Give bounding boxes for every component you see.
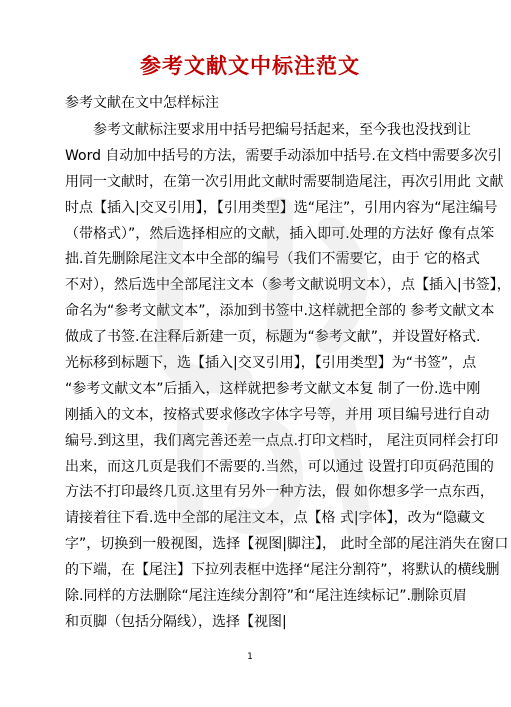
body-line: 方法不打印最终几页.这里有另外一种方法，假 如你想多学一点东西， <box>65 484 494 501</box>
body-line: 做成了书签.在注释后新建一页，标题为“参考文献”，并设置好格式. <box>65 329 481 346</box>
document-subtitle: 参考文献在文中怎样标注 <box>65 95 219 111</box>
body-line: 命名为“参考文献文本”，添加到书签中.这样就把全部的 参考文献文本 <box>65 303 495 320</box>
body-line: 的下端，在【尾注】下拉列表框中选择“尾注分割符”，将默认的横线删 <box>65 562 500 579</box>
body-line: 时点【插入|交叉引用】，【引用类型】选“尾注”，引用内容为“尾注编号 <box>65 199 498 216</box>
body-line: 光标移到标题下，选【插入|交叉引用】，【引用类型】为“书签”，点 <box>65 355 477 372</box>
body-line: （带格式）”，然后选择相应的文献，插入即可.处理的方法好 像有点笨 <box>65 225 495 242</box>
body-line: 用同一文献时，在第一次引用此文献时需要制造尾注，再次引用此 文献 <box>65 173 504 190</box>
body-line: 编号.到这里，我们离完善还差一点点.打印文档时， 尾注页同样会打印 <box>65 432 499 449</box>
document-title: 参考文献文中标注范文 <box>140 54 360 78</box>
body-line: 参考文献标注要求用中括号把编号括起来，至今我也没找到让 <box>65 122 471 138</box>
document-body <box>65 118 511 636</box>
body-line: 刚插入的文本，按格式要求修改字体字号等，并用 项目编号进行自动 <box>65 406 490 423</box>
body-line: 除.同样的方法删除“尾注连续分割符”和“尾注连续标记”.删除页眉 <box>65 588 467 605</box>
body-line: 出来，而这几页是我们不需要的.当然，可以通过 设置打印页码范围的 <box>65 458 494 475</box>
body-line: “参考文献文本”后插入，这样就把参考文献文本复 制了一份.选中刚 <box>65 380 481 397</box>
body-line: 不对），然后选中全部尾注文本（参考文献说明文本），点【插入|书签】， <box>65 277 511 294</box>
body-line: 拙.首先删除尾注文本中全部的编号（我们不需要它，由于 它的格式 <box>65 251 480 268</box>
page-number: 1 <box>247 652 253 662</box>
body-line: 和页脚（包括分隔线），选择【视图| <box>65 613 287 630</box>
body-line: 请接着往下看.选中全部的尾注文本，点【格 式|字体】，改为“隐藏文 <box>65 510 485 527</box>
body-line: Word 自动加中括号的方法，需要手动添加中括号.在文档中需要多次引 <box>65 147 502 164</box>
body-line: 字”，切换到一般视图，选择【视图|脚注】， 此时全部的尾注消失在窗口 <box>65 536 509 553</box>
